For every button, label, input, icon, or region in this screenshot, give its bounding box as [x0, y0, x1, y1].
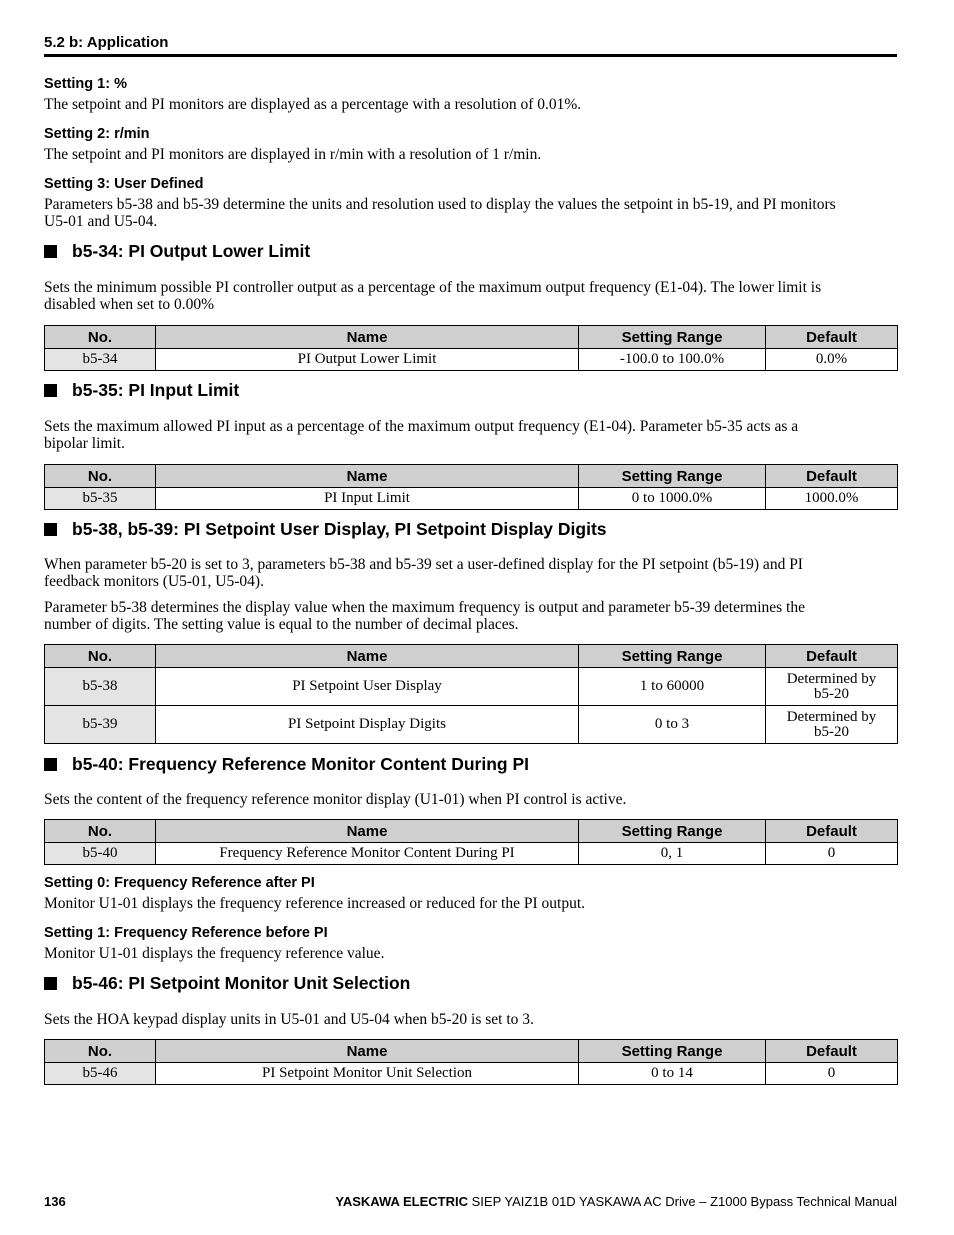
col-range: Setting Range [579, 820, 766, 843]
setting1-heading: Setting 1: % [44, 76, 127, 92]
cell-name: PI Output Lower Limit [156, 349, 579, 371]
col-no: No. [45, 645, 156, 668]
col-default: Default [766, 1040, 898, 1063]
cell-no: b5-35 [45, 488, 156, 510]
cell-range: 0 to 14 [579, 1063, 766, 1085]
b5-38-p1-line2: feedback monitors (U5-01, U5-04). [44, 573, 264, 590]
b5-40-setting0-heading: Setting 0: Frequency Reference after PI [44, 875, 315, 891]
col-default: Default [766, 820, 898, 843]
section-bullet-icon [44, 977, 57, 990]
table-b5-34 [44, 325, 898, 371]
section-title-b5-34: b5-34: PI Output Lower Limit [72, 241, 311, 261]
b5-38-paragraph1 [44, 556, 897, 590]
section-bullet-icon [44, 523, 57, 536]
cell-no: b5-38 [45, 668, 156, 706]
b5-40-setting0-text: Monitor U1-01 displays the frequency reference increased or reduced for the PI output. [44, 895, 586, 912]
table-row [45, 1063, 898, 1085]
table-row [45, 843, 898, 865]
table-header-row [45, 820, 898, 843]
section-title-b5-38: b5-38, b5-39: PI Setpoint User Display, PI Setpoint Display Digits [72, 519, 607, 539]
col-range: Setting Range [579, 326, 766, 349]
cell-range: -100.0 to 100.0% [579, 349, 766, 371]
table-b5-46 [44, 1039, 898, 1085]
table-row [45, 668, 898, 706]
b5-40-setting1-text: Monitor U1-01 displays the frequency reference value. [44, 945, 385, 962]
cell-default [766, 706, 898, 744]
col-name: Name [156, 820, 579, 843]
table-b5-40 [44, 819, 898, 865]
col-default: Default [766, 645, 898, 668]
col-no: No. [45, 1040, 156, 1063]
b5-40-description: Sets the content of the frequency reference monitor display (U1-01) when PI control is active. [44, 791, 627, 808]
table-row [45, 349, 898, 371]
section-title-b5-40: b5-40: Frequency Reference Monitor Content During PI [72, 754, 529, 774]
b5-34-desc-line2: disabled when set to 0.00% [44, 296, 215, 313]
cell-range: 1 to 60000 [579, 668, 766, 706]
cell-range: 0 to 1000.0% [579, 488, 766, 510]
table-row [45, 488, 898, 510]
section-bullet-icon [44, 245, 57, 258]
col-range: Setting Range [579, 465, 766, 488]
cell-name: PI Setpoint Display Digits [156, 706, 579, 744]
b5-46-description: Sets the HOA keypad display units in U5-01 and U5-04 when b5-20 is set to 3. [44, 1011, 534, 1028]
section-b5-46 [44, 973, 897, 994]
page-number: 136 [44, 1194, 66, 1209]
table-header-row [45, 465, 898, 488]
b5-35-desc-line1: Sets the maximum allowed PI input as a percentage of the maximum output frequency (E1-04). Parameter b5-35 acts as a [44, 418, 799, 435]
cell-name: PI Setpoint User Display [156, 668, 579, 706]
table-header-row [45, 326, 898, 349]
cell-default-line2: b5-20 [814, 685, 849, 702]
cell-no: b5-34 [45, 349, 156, 371]
col-range: Setting Range [579, 1040, 766, 1063]
section-title-b5-46: b5-46: PI Setpoint Monitor Unit Selection [72, 973, 411, 993]
table-header-row [45, 645, 898, 668]
col-no: No. [45, 820, 156, 843]
col-default: Default [766, 465, 898, 488]
section-bullet-icon [44, 384, 57, 397]
table-b5-38 [44, 644, 898, 744]
cell-range: 0, 1 [579, 843, 766, 865]
section-b5-40 [44, 754, 897, 775]
cell-name: Frequency Reference Monitor Content During PI [156, 843, 579, 865]
b5-35-description [44, 418, 897, 452]
section-b5-35 [44, 380, 897, 401]
b5-34-description [44, 279, 897, 313]
cell-default: 1000.0% [766, 488, 898, 510]
table-b5-35 [44, 464, 898, 510]
b5-38-p1-line1: When parameter b5-20 is set to 3, parameters b5-38 and b5-39 set a user-defined display for the PI setpoint (b5-19) and PI [44, 556, 803, 573]
cell-default-line2: b5-20 [814, 723, 849, 740]
footer-brand: YASKAWA ELECTRIC [335, 1194, 469, 1209]
setting3-text-line2: U5-01 and U5-04. [44, 213, 158, 230]
col-name: Name [156, 326, 579, 349]
col-no: No. [45, 326, 156, 349]
cell-default: 0.0% [766, 349, 898, 371]
b5-40-setting1-heading: Setting 1: Frequency Reference before PI [44, 925, 328, 941]
table-header-row [45, 1040, 898, 1063]
b5-38-p2-line1: Parameter b5-38 determines the display value when the maximum frequency is output and parameter b5-39 determines the [44, 599, 805, 616]
setting3-text [44, 196, 897, 230]
b5-38-p2-line2: number of digits. The setting value is equal to the number of decimal places. [44, 616, 519, 633]
cell-default [766, 668, 898, 706]
footer-doc-info [335, 1194, 897, 1209]
b5-38-paragraph2 [44, 599, 897, 633]
section-b5-34 [44, 241, 897, 262]
setting1-text: The setpoint and PI monitors are displayed as a percentage with a resolution of 0.01%. [44, 96, 582, 113]
cell-default: 0 [766, 1063, 898, 1085]
cell-default-line1: Determined by [786, 670, 877, 687]
section-bullet-icon [44, 758, 57, 771]
cell-name: PI Setpoint Monitor Unit Selection [156, 1063, 579, 1085]
b5-34-desc-line1: Sets the minimum possible PI controller output as a percentage of the maximum output frequency (E1-04). The lower limit is [44, 279, 822, 296]
table-row [45, 706, 898, 744]
section-title-b5-35: b5-35: PI Input Limit [72, 380, 240, 400]
col-default: Default [766, 326, 898, 349]
cell-no: b5-39 [45, 706, 156, 744]
setting2-heading: Setting 2: r/min [44, 126, 150, 142]
cell-range: 0 to 3 [579, 706, 766, 744]
section-title: 5.2 b: Application [44, 34, 169, 51]
col-range: Setting Range [579, 645, 766, 668]
cell-no: b5-40 [45, 843, 156, 865]
setting3-text-line1: Parameters b5-38 and b5-39 determine the units and resolution used to display the values the setpoint in b5-19, and PI monitors [44, 196, 836, 213]
b5-35-desc-line2: bipolar limit. [44, 435, 125, 452]
cell-name: PI Input Limit [156, 488, 579, 510]
setting3-heading: Setting 3: User Defined [44, 176, 204, 192]
cell-default-line1: Determined by [786, 708, 877, 725]
col-name: Name [156, 1040, 579, 1063]
header-rule [44, 54, 897, 57]
footer-doc-title: SIEP YAIZ1B 01D YASKAWA AC Drive – Z1000 Bypass Technical Manual [468, 1194, 897, 1209]
col-no: No. [45, 465, 156, 488]
section-b5-38 [44, 519, 897, 540]
setting2-text: The setpoint and PI monitors are displayed in r/min with a resolution of 1 r/min. [44, 146, 542, 163]
col-name: Name [156, 645, 579, 668]
cell-no: b5-46 [45, 1063, 156, 1085]
col-name: Name [156, 465, 579, 488]
cell-default: 0 [766, 843, 898, 865]
